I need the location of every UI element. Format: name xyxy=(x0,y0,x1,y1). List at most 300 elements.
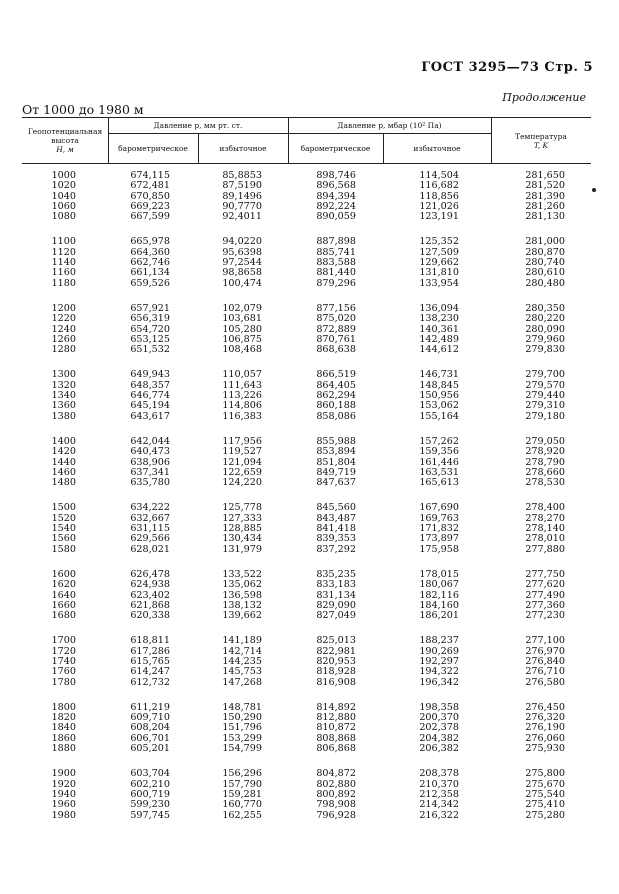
temperature-cell: 276,970 xyxy=(525,645,565,657)
altitude-cell: 1600 xyxy=(51,568,76,580)
temperature-cell: 275,670 xyxy=(525,778,565,790)
excess-mm-cell: 108,468 xyxy=(222,344,262,356)
row-group xyxy=(22,171,591,222)
barometric-mbar-cell: 879,296 xyxy=(316,277,356,289)
table-row xyxy=(22,769,591,779)
excess-mbar-cell: 123,191 xyxy=(419,211,459,223)
table-row xyxy=(22,279,591,289)
table-row xyxy=(22,678,591,688)
altitude-cell: 1980 xyxy=(51,809,76,821)
temperature-cell: 275,280 xyxy=(525,809,565,821)
excess-mbar-cell: 161,446 xyxy=(419,456,459,468)
table-row xyxy=(22,744,591,754)
barometric-mbar-cell: 812,880 xyxy=(316,712,356,724)
excess-mm-cell: 145,753 xyxy=(222,666,262,678)
barometric-mm-cell: 659,526 xyxy=(130,277,170,289)
barometric-mm-cell: 632,667 xyxy=(130,512,170,524)
excess-mm-cell: 90,7770 xyxy=(222,200,262,212)
row-group xyxy=(22,570,591,621)
excess-mm-cell: 142,714 xyxy=(222,645,262,657)
table-row xyxy=(22,591,591,601)
table-row xyxy=(22,412,591,422)
excess-mbar-cell: 214,342 xyxy=(419,799,459,811)
barometric-mbar-cell: 868,638 xyxy=(316,344,356,356)
barometric-mm-cell: 618,811 xyxy=(130,635,170,647)
altitude-cell: 1440 xyxy=(51,456,76,468)
temperature-cell: 281,130 xyxy=(525,211,565,223)
excess-mm-cell: 106,875 xyxy=(222,333,262,345)
excess-mm-cell: 135,062 xyxy=(222,579,262,591)
excess-mbar-cell: 196,342 xyxy=(419,676,459,688)
temperature-cell: 279,570 xyxy=(525,379,565,391)
row-group xyxy=(22,703,591,754)
barometric-mm-cell: 628,021 xyxy=(130,543,170,555)
temperature-cell: 281,390 xyxy=(525,190,565,202)
barometric-mm-cell: 608,204 xyxy=(130,722,170,734)
temperature-header-label: Температура xyxy=(515,132,567,141)
excess-mm-cell: 131,979 xyxy=(222,543,262,555)
excess-mbar-cell: 194,322 xyxy=(419,666,459,678)
altitude-cell: 1560 xyxy=(51,533,76,545)
excess-mbar-cell: 184,160 xyxy=(419,599,459,611)
table-row xyxy=(22,335,591,345)
temperature-cell: 280,740 xyxy=(525,257,565,269)
excess-mm-cell: 89,1496 xyxy=(222,190,262,202)
barometric-mm-cell: 656,319 xyxy=(130,313,170,325)
temperature-cell: 279,830 xyxy=(525,344,565,356)
barometric-mm-cell: 605,201 xyxy=(130,743,170,755)
barometric-mm-cell: 646,774 xyxy=(130,390,170,402)
excess-mbar-cell: 182,116 xyxy=(419,589,459,601)
barometric-mm-cell: 597,745 xyxy=(130,809,170,821)
altitude-cell: 1240 xyxy=(51,323,76,335)
altitude-cell: 1140 xyxy=(51,257,76,269)
excess-mm-cell: 159,281 xyxy=(222,788,262,800)
excess-mbar-cell: 216,322 xyxy=(419,809,459,821)
excess-mm-cell: 139,662 xyxy=(222,610,262,622)
excess-mbar-cell: 157,262 xyxy=(419,435,459,447)
table-row xyxy=(22,437,591,447)
excess-mbar-cell: 125,352 xyxy=(419,236,459,248)
temperature-cell: 275,930 xyxy=(525,743,565,755)
barometric-mbar-cell: 872,889 xyxy=(316,323,356,335)
altitude-cell: 1080 xyxy=(51,211,76,223)
barometric-mbar-cell: 858,086 xyxy=(316,410,356,422)
table-row xyxy=(22,811,591,821)
altitude-cell: 1860 xyxy=(51,732,76,744)
temperature-cell: 275,800 xyxy=(525,768,565,780)
excess-mm-cell: 92,4011 xyxy=(222,211,262,223)
altitude-cell: 1420 xyxy=(51,446,76,458)
altitude-cell: 1720 xyxy=(51,645,76,657)
altitude-cell: 1780 xyxy=(51,676,76,688)
barometric-mm-cell: 664,360 xyxy=(130,246,170,258)
temperature-cell: 277,880 xyxy=(525,543,565,555)
excess-mm-cell: 133,522 xyxy=(222,568,262,580)
table-row xyxy=(22,545,591,555)
altitude-cell: 1340 xyxy=(51,390,76,402)
barometric-mm-cell: 599,230 xyxy=(130,799,170,811)
barometric-mbar-cell: 802,880 xyxy=(316,778,356,790)
barometric-mbar-cell: 796,928 xyxy=(316,809,356,821)
table-row xyxy=(22,192,591,202)
table-row xyxy=(22,171,591,181)
altitude-cell: 1060 xyxy=(51,200,76,212)
excess-mm-cell: 111,643 xyxy=(222,379,262,391)
temperature-column-header xyxy=(491,132,591,150)
barometric-mbar-cell: 827,049 xyxy=(316,610,356,622)
barometric-mbar-cell: 866,519 xyxy=(316,369,356,381)
excess-mbar-cell: 150,956 xyxy=(419,390,459,402)
barometric-mbar-cell: 862,294 xyxy=(316,390,356,402)
barometric-mm-cell: 669,223 xyxy=(130,200,170,212)
excess-mbar-cell: 144,612 xyxy=(419,344,459,356)
barometric-mbar-cell: 849,719 xyxy=(316,466,356,478)
altitude-cell: 1200 xyxy=(51,302,76,314)
excess-mbar-cell: 138,230 xyxy=(419,313,459,325)
table-row xyxy=(22,611,591,621)
excess-mbar-cell: 208,378 xyxy=(419,768,459,780)
excess-mm-cell: 100,474 xyxy=(222,277,262,289)
barometric-mbar-cell: 864,405 xyxy=(316,379,356,391)
barometric-mm-cell: 645,194 xyxy=(130,400,170,412)
altitude-cell: 1400 xyxy=(51,435,76,447)
altitude-cell: 1480 xyxy=(51,477,76,489)
temperature-cell: 276,450 xyxy=(525,701,565,713)
barometric-mm-cell: 611,219 xyxy=(130,701,170,713)
altitude-cell: 1940 xyxy=(51,788,76,800)
table-row xyxy=(22,468,591,478)
barometric-mbar-cell: 829,090 xyxy=(316,599,356,611)
table-row xyxy=(22,580,591,590)
excess-mbar-cell: 190,269 xyxy=(419,645,459,657)
excess-mbar-cell: 175,958 xyxy=(419,543,459,555)
excess-mbar-cell: 131,810 xyxy=(419,267,459,279)
table-row xyxy=(22,570,591,580)
excess-mm-cell: 85,8853 xyxy=(222,170,262,181)
altitude-cell: 1220 xyxy=(51,313,76,325)
temperature-cell: 281,000 xyxy=(525,236,565,248)
altitude-cell: 1660 xyxy=(51,599,76,611)
table-row xyxy=(22,181,591,191)
excess-mbar-cell: 198,358 xyxy=(419,701,459,713)
excess-mbar-cell: 163,531 xyxy=(419,466,459,478)
barometric-mbar-cell: 885,741 xyxy=(316,246,356,258)
barometric-mm-cell: 674,115 xyxy=(130,170,170,181)
excess-mm-cell: 94,0220 xyxy=(222,236,262,248)
altitude-cell: 1540 xyxy=(51,523,76,535)
barometric-mbar-cell: 806,868 xyxy=(316,743,356,755)
temperature-cell: 280,480 xyxy=(525,277,565,289)
pressure-mbar-group-header: Давление p, мбар (10² Па) xyxy=(337,121,442,130)
barometric-mbar-cell: 896,568 xyxy=(316,180,356,192)
barometric-mbar-cell: 847,637 xyxy=(316,477,356,489)
barometric-mm-cell: 642,044 xyxy=(130,435,170,447)
barometric-mbar-cell: 825,013 xyxy=(316,635,356,647)
excess-mm-cell: 157,790 xyxy=(222,778,262,790)
barometric-mm-cell: 640,473 xyxy=(130,446,170,458)
table-row xyxy=(22,458,591,468)
altitude-cell: 1920 xyxy=(51,778,76,790)
temperature-cell: 279,960 xyxy=(525,333,565,345)
table-row xyxy=(22,401,591,411)
excess-mm-cell: 105,280 xyxy=(222,323,262,335)
temperature-cell: 278,790 xyxy=(525,456,565,468)
table-row xyxy=(22,314,591,324)
table-row xyxy=(22,647,591,657)
barometric-mm-cell: 621,868 xyxy=(130,599,170,611)
barometric-mbar-cell: 814,892 xyxy=(316,701,356,713)
barometric-mbar-cell: 890,059 xyxy=(316,211,356,223)
barometric-mm-cell: 649,943 xyxy=(130,369,170,381)
barometric-mm-cell: 624,938 xyxy=(130,579,170,591)
barometric-mbar-cell: 831,134 xyxy=(316,589,356,601)
barometric-mbar-cell: 798,908 xyxy=(316,799,356,811)
table-row xyxy=(22,800,591,810)
barometric-mbar-cell: 820,953 xyxy=(316,655,356,667)
row-group xyxy=(22,237,591,288)
excess-mbar-cell: 116,682 xyxy=(419,180,459,192)
temperature-cell: 276,710 xyxy=(525,666,565,678)
altitude-cell: 1160 xyxy=(51,267,76,279)
excess-mm-cell: 117,956 xyxy=(222,435,262,447)
temperature-cell: 277,360 xyxy=(525,599,565,611)
barometric-mm-cell: 620,338 xyxy=(130,610,170,622)
table-row xyxy=(22,514,591,524)
altitude-cell: 1800 xyxy=(51,701,76,713)
barometric-mm-cell: 662,746 xyxy=(130,257,170,269)
altitude-cell: 1280 xyxy=(51,344,76,356)
excess-mbar-cell: 204,382 xyxy=(419,732,459,744)
table-row xyxy=(22,202,591,212)
excess-mbar-cell: 146,731 xyxy=(419,369,459,381)
excess-mbar-cell: 159,356 xyxy=(419,446,459,458)
altitude-cell: 1700 xyxy=(51,635,76,647)
altitude-cell: 1680 xyxy=(51,610,76,622)
altitude-cell: 1020 xyxy=(51,180,76,192)
altitude-header-label: Геопотенциальная высота xyxy=(27,127,103,145)
temperature-cell: 279,310 xyxy=(525,400,565,412)
barometric-mm-cell: 626,478 xyxy=(130,568,170,580)
altitude-cell: 1580 xyxy=(51,543,76,555)
excess-mm-cell: 87,5190 xyxy=(222,180,262,192)
excess-mm-cell: 114,806 xyxy=(222,400,262,412)
excess-mm-cell: 160,770 xyxy=(222,799,262,811)
temperature-cell: 279,440 xyxy=(525,390,565,402)
barometric-mm-header: барометрическое xyxy=(118,144,188,153)
barometric-mbar-cell: 822,981 xyxy=(316,645,356,657)
excess-mbar-cell: 169,763 xyxy=(419,512,459,524)
table-row xyxy=(22,478,591,488)
excess-mbar-cell: 202,378 xyxy=(419,722,459,734)
excess-mm-cell: 121,094 xyxy=(222,456,262,468)
table-row xyxy=(22,713,591,723)
margin-dot xyxy=(592,188,596,192)
barometric-mm-cell: 615,765 xyxy=(130,655,170,667)
table-row xyxy=(22,258,591,268)
altitude-cell: 1820 xyxy=(51,712,76,724)
temperature-cell: 280,220 xyxy=(525,313,565,325)
table-row xyxy=(22,723,591,733)
barometric-mbar-cell: 810,872 xyxy=(316,722,356,734)
excess-mm-cell: 102,079 xyxy=(222,302,262,314)
table-row xyxy=(22,780,591,790)
barometric-mbar-cell: 837,292 xyxy=(316,543,356,555)
barometric-mbar-cell: 835,235 xyxy=(316,568,356,580)
temperature-cell: 277,100 xyxy=(525,635,565,647)
barometric-mm-cell: 648,357 xyxy=(130,379,170,391)
table-row xyxy=(22,601,591,611)
barometric-mbar-cell: 851,804 xyxy=(316,456,356,468)
table-row xyxy=(22,325,591,335)
excess-mbar-cell: 186,201 xyxy=(419,610,459,622)
altitude-cell: 1520 xyxy=(51,512,76,524)
temperature-cell: 277,750 xyxy=(525,568,565,580)
barometric-mbar-cell: 839,353 xyxy=(316,533,356,545)
altitude-cell: 1880 xyxy=(51,743,76,755)
excess-mbar-cell: 165,613 xyxy=(419,477,459,489)
table-row xyxy=(22,667,591,677)
barometric-mm-cell: 653,125 xyxy=(130,333,170,345)
barometric-mbar-cell: 894,394 xyxy=(316,190,356,202)
row-group xyxy=(22,370,591,421)
temperature-cell: 280,610 xyxy=(525,267,565,279)
excess-mbar-cell: 210,370 xyxy=(419,778,459,790)
barometric-mm-cell: 661,134 xyxy=(130,267,170,279)
barometric-mbar-cell: 804,872 xyxy=(316,768,356,780)
excess-mm-cell: 136,598 xyxy=(222,589,262,601)
excess-mbar-cell: 140,361 xyxy=(419,323,459,335)
table-row xyxy=(22,534,591,544)
excess-mm-cell: 98,8658 xyxy=(222,267,262,279)
temperature-cell: 281,650 xyxy=(525,170,565,181)
altitude-cell: 1360 xyxy=(51,400,76,412)
altitude-cell: 1100 xyxy=(51,236,76,248)
temperature-cell: 276,190 xyxy=(525,722,565,734)
altitude-cell: 1460 xyxy=(51,466,76,478)
barometric-mm-cell: 631,115 xyxy=(130,523,170,535)
altitude-header-unit: H, м xyxy=(56,145,74,154)
altitude-cell: 1300 xyxy=(51,369,76,381)
table-row xyxy=(22,503,591,513)
row-group xyxy=(22,437,591,488)
barometric-mbar-cell: 870,761 xyxy=(316,333,356,345)
excess-mbar-cell: 178,015 xyxy=(419,568,459,580)
excess-mm-cell: 125,778 xyxy=(222,502,262,514)
temperature-cell: 278,530 xyxy=(525,477,565,489)
barometric-mm-cell: 603,704 xyxy=(130,768,170,780)
altitude-cell: 1840 xyxy=(51,722,76,734)
temperature-cell: 275,540 xyxy=(525,788,565,800)
subheader-rule xyxy=(108,133,491,134)
excess-mbar-cell: 171,832 xyxy=(419,523,459,535)
excess-mbar-cell: 153,062 xyxy=(419,400,459,412)
barometric-mm-cell: 672,481 xyxy=(130,180,170,192)
excess-mm-cell: 141,189 xyxy=(222,635,262,647)
temperature-cell: 281,520 xyxy=(525,180,565,192)
barometric-mm-cell: 606,701 xyxy=(130,732,170,744)
barometric-mm-cell: 657,921 xyxy=(130,302,170,314)
temperature-cell: 278,140 xyxy=(525,523,565,535)
row-group xyxy=(22,769,591,820)
temperature-cell: 278,270 xyxy=(525,512,565,524)
barometric-mbar-cell: 877,156 xyxy=(316,302,356,314)
table-row xyxy=(22,248,591,258)
barometric-mbar-cell: 883,588 xyxy=(316,257,356,269)
excess-mm-cell: 95,6398 xyxy=(222,246,262,258)
barometric-mbar-cell: 892,224 xyxy=(316,200,356,212)
table-row xyxy=(22,212,591,222)
barometric-mm-cell: 602,210 xyxy=(130,778,170,790)
barometric-mbar-cell: 853,894 xyxy=(316,446,356,458)
barometric-mm-cell: 623,402 xyxy=(130,589,170,601)
excess-mbar-cell: 142,489 xyxy=(419,333,459,345)
altitude-column-header xyxy=(22,127,108,154)
excess-mbar-cell: 206,382 xyxy=(419,743,459,755)
barometric-mbar-cell: 833,183 xyxy=(316,579,356,591)
altitude-cell: 1500 xyxy=(51,502,76,514)
table-row xyxy=(22,237,591,247)
table-row xyxy=(22,370,591,380)
excess-mm-cell: 116,383 xyxy=(222,410,262,422)
barometric-mbar-cell: 881,440 xyxy=(316,267,356,279)
table-header-bottom-rule xyxy=(22,163,591,164)
temperature-cell: 278,010 xyxy=(525,533,565,545)
excess-mbar-cell: 121,026 xyxy=(419,200,459,212)
altitude-cell: 1640 xyxy=(51,589,76,601)
excess-mm-cell: 119,527 xyxy=(222,446,262,458)
temperature-cell: 280,870 xyxy=(525,246,565,258)
table-row xyxy=(22,304,591,314)
barometric-mm-cell: 617,286 xyxy=(130,645,170,657)
altitude-cell: 1120 xyxy=(51,246,76,258)
pressure-mm-group-header: Давление p, мм рт. ст. xyxy=(153,121,243,130)
excess-mbar-cell: 173,897 xyxy=(419,533,459,545)
temperature-cell: 276,320 xyxy=(525,712,565,724)
barometric-mm-cell: 643,617 xyxy=(130,410,170,422)
barometric-mbar-cell: 800,892 xyxy=(316,788,356,800)
temperature-cell: 276,580 xyxy=(525,676,565,688)
excess-mbar-cell: 155,164 xyxy=(419,410,459,422)
temperature-cell: 279,050 xyxy=(525,435,565,447)
excess-mm-cell: 150,290 xyxy=(222,712,262,724)
excess-mbar-cell: 129,662 xyxy=(419,257,459,269)
row-group xyxy=(22,304,591,355)
excess-mm-cell: 103,681 xyxy=(222,313,262,325)
barometric-mm-cell: 612,732 xyxy=(130,676,170,688)
excess-mbar-cell: 118,856 xyxy=(419,190,459,202)
barometric-mm-cell: 667,599 xyxy=(130,211,170,223)
table-row xyxy=(22,268,591,278)
excess-mm-cell: 148,781 xyxy=(222,701,262,713)
excess-mm-cell: 153,299 xyxy=(222,732,262,744)
temperature-cell: 276,060 xyxy=(525,732,565,744)
barometric-mbar-cell: 808,868 xyxy=(316,732,356,744)
excess-mm-cell: 122,659 xyxy=(222,466,262,478)
excess-mbar-cell: 167,690 xyxy=(419,502,459,514)
altitude-cell: 1000 xyxy=(51,170,76,181)
row-group xyxy=(22,503,591,554)
excess-mbar-cell: 127,509 xyxy=(419,246,459,258)
temperature-cell: 277,490 xyxy=(525,589,565,601)
temperature-cell: 279,180 xyxy=(525,410,565,422)
barometric-mm-cell: 609,710 xyxy=(130,712,170,724)
table-row xyxy=(22,657,591,667)
excess-mm-cell: 127,333 xyxy=(222,512,262,524)
temperature-cell: 281,260 xyxy=(525,200,565,212)
altitude-cell: 1260 xyxy=(51,333,76,345)
excess-mm-cell: 130,434 xyxy=(222,533,262,545)
